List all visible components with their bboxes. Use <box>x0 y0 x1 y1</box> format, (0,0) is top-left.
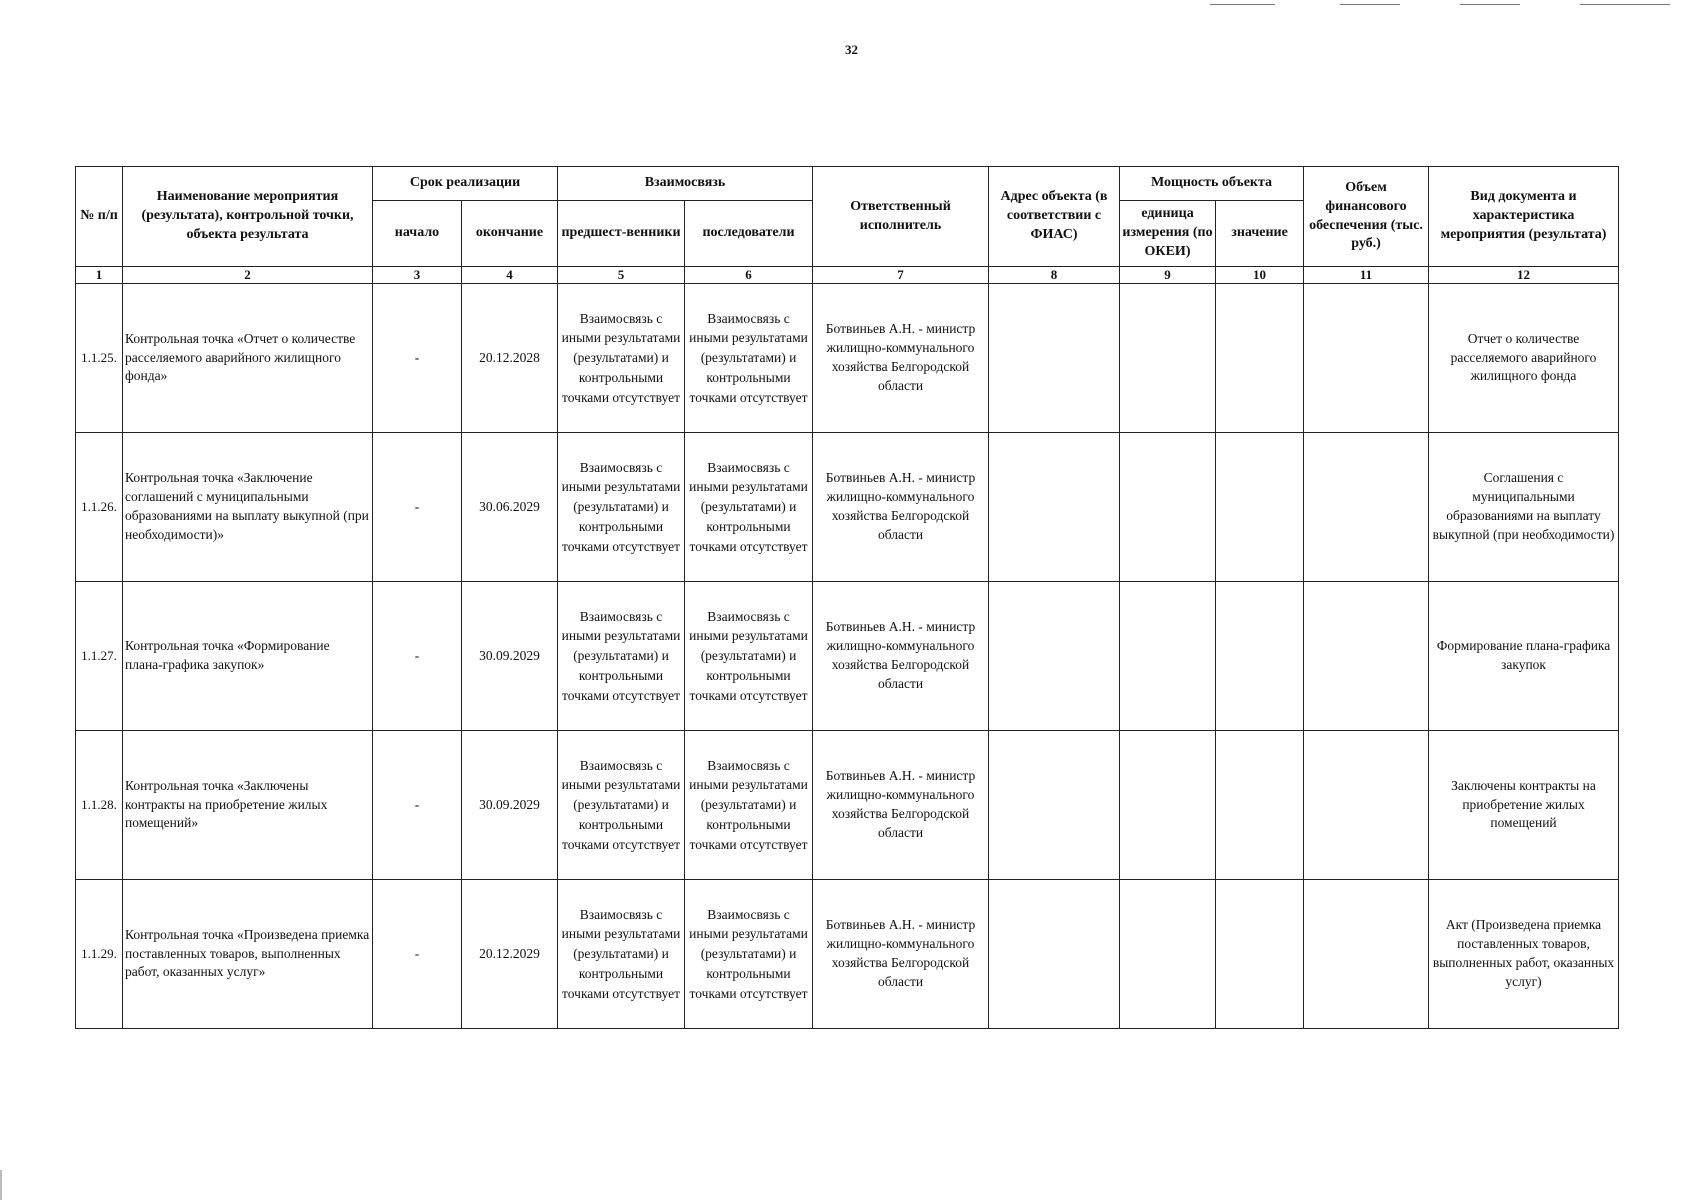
row-end: 30.09.2029 <box>462 731 558 880</box>
row-document: Отчет о количестве расселяемого аварийного жилищного фонда <box>1429 284 1619 433</box>
row-document: Заключены контракты на приобретение жилых помещений <box>1429 731 1619 880</box>
row-name: Контрольная точка «Формирование плана-графика закупок» <box>123 582 373 731</box>
row-end: 30.09.2029 <box>462 582 558 731</box>
row-number: 1.1.26. <box>76 433 123 582</box>
column-number: 10 <box>1216 267 1304 284</box>
row-start: - <box>373 731 462 880</box>
header-link-prev: предшест-венники <box>558 201 685 267</box>
header-name: Наименование мероприятия (результата), контрольной точки, объекта результата <box>123 167 373 267</box>
row-number: 1.1.29. <box>76 880 123 1029</box>
row-value <box>1216 880 1304 1029</box>
row-start: - <box>373 880 462 1029</box>
row-start: - <box>373 433 462 582</box>
row-end: 30.06.2029 <box>462 433 558 582</box>
column-number: 8 <box>989 267 1120 284</box>
header-capacity-unit: единица измерения (по ОКЕИ) <box>1120 201 1216 267</box>
row-name: Контрольная точка «Заключение соглашений с муниципальными образованиями на выплату выкупной (при необходимости)» <box>123 433 373 582</box>
row-document: Соглашения с муниципальными образованиями на выплату выкупной (при необходимости) <box>1429 433 1619 582</box>
row-predecessors: Взаимосвязь с иными результатами (результатами) и контрольными точками отсутствует <box>558 582 685 731</box>
row-start: - <box>373 582 462 731</box>
row-responsible: Ботвиньев А.Н. - министр жилищно-коммунального хозяйства Белгородской области <box>813 433 989 582</box>
row-predecessors: Взаимосвязь с иными результатами (результатами) и контрольными точками отсутствует <box>558 433 685 582</box>
row-successors: Взаимосвязь с иными результатами (результатами) и контрольными точками отсутствует <box>685 582 813 731</box>
column-number: 7 <box>813 267 989 284</box>
row-successors: Взаимосвязь с иными результатами (результатами) и контрольными точками отсутствует <box>685 880 813 1029</box>
column-number: 9 <box>1120 267 1216 284</box>
header-row-1 <box>76 167 1619 201</box>
row-number: 1.1.25. <box>76 284 123 433</box>
row-address <box>989 433 1120 582</box>
row-end: 20.12.2028 <box>462 284 558 433</box>
table-row <box>76 284 1619 433</box>
header-responsible: Ответственный исполнитель <box>813 167 989 267</box>
header-period-start: начало <box>373 201 462 267</box>
row-successors: Взаимосвязь с иными результатами (результатами) и контрольными точками отсутствует <box>685 731 813 880</box>
row-number: 1.1.28. <box>76 731 123 880</box>
table-row <box>76 582 1619 731</box>
row-address <box>989 731 1120 880</box>
row-finance <box>1304 731 1429 880</box>
row-finance <box>1304 880 1429 1029</box>
column-number: 12 <box>1429 267 1619 284</box>
results-table <box>75 166 1619 1029</box>
row-value <box>1216 433 1304 582</box>
row-predecessors: Взаимосвязь с иными результатами (результатами) и контрольными точками отсутствует <box>558 731 685 880</box>
page-number: 32 <box>845 42 858 57</box>
row-address <box>989 880 1120 1029</box>
column-number: 5 <box>558 267 685 284</box>
row-responsible: Ботвиньев А.Н. - министр жилищно-коммунального хозяйства Белгородской области <box>813 582 989 731</box>
table-row <box>76 731 1619 880</box>
row-unit <box>1120 582 1216 731</box>
row-finance <box>1304 433 1429 582</box>
column-number-row <box>76 267 1619 284</box>
row-address <box>989 582 1120 731</box>
row-document: Формирование плана-графика закупок <box>1429 582 1619 731</box>
row-end: 20.12.2029 <box>462 880 558 1029</box>
header-doc: Вид документа и характеристика мероприятия (результата) <box>1429 167 1619 267</box>
header-period: Срок реализации <box>373 167 558 201</box>
row-start: - <box>373 284 462 433</box>
row-unit <box>1120 731 1216 880</box>
column-number: 1 <box>76 267 123 284</box>
row-address <box>989 284 1120 433</box>
row-finance <box>1304 582 1429 731</box>
row-value <box>1216 582 1304 731</box>
table-row <box>76 433 1619 582</box>
row-predecessors: Взаимосвязь с иными результатами (результатами) и контрольными точками отсутствует <box>558 284 685 433</box>
header-link-next: последователи <box>685 201 813 267</box>
column-number: 2 <box>123 267 373 284</box>
table-row <box>76 880 1619 1029</box>
row-value <box>1216 731 1304 880</box>
column-number: 4 <box>462 267 558 284</box>
column-number: 11 <box>1304 267 1429 284</box>
row-unit <box>1120 433 1216 582</box>
row-name: Контрольная точка «Отчет о количестве расселяемого аварийного жилищного фонда» <box>123 284 373 433</box>
row-document: Акт (Произведена приемка поставленных товаров, выполненных работ, оказанных услуг) <box>1429 880 1619 1029</box>
row-number: 1.1.27. <box>76 582 123 731</box>
row-responsible: Ботвиньев А.Н. - министр жилищно-коммунального хозяйства Белгородской области <box>813 284 989 433</box>
row-name: Контрольная точка «Заключены контракты на приобретение жилых помещений» <box>123 731 373 880</box>
row-successors: Взаимосвязь с иными результатами (результатами) и контрольными точками отсутствует <box>685 433 813 582</box>
header-finance: Объем финансового обеспечения (тыс. руб.) <box>1304 167 1429 267</box>
row-responsible: Ботвиньев А.Н. - министр жилищно-коммунального хозяйства Белгородской области <box>813 731 989 880</box>
header-num: № п/п <box>76 167 123 267</box>
row-finance <box>1304 284 1429 433</box>
scan-edge-mark <box>0 1170 2 1200</box>
row-value <box>1216 284 1304 433</box>
header-link: Взаимосвязь <box>558 167 813 201</box>
header-period-end: окончание <box>462 201 558 267</box>
header-address: Адрес объекта (в соответствии с ФИАС) <box>989 167 1120 267</box>
column-number: 3 <box>373 267 462 284</box>
column-number: 6 <box>685 267 813 284</box>
scan-header-lines <box>1190 4 1703 8</box>
row-name: Контрольная точка «Произведена приемка поставленных товаров, выполненных работ, оказанных услуг» <box>123 880 373 1029</box>
header-capacity-value: значение <box>1216 201 1304 267</box>
row-unit <box>1120 880 1216 1029</box>
row-unit <box>1120 284 1216 433</box>
row-responsible: Ботвиньев А.Н. - министр жилищно-коммунального хозяйства Белгородской области <box>813 880 989 1029</box>
header-capacity: Мощность объекта <box>1120 167 1304 201</box>
row-predecessors: Взаимосвязь с иными результатами (результатами) и контрольными точками отсутствует <box>558 880 685 1029</box>
row-successors: Взаимосвязь с иными результатами (результатами) и контрольными точками отсутствует <box>685 284 813 433</box>
